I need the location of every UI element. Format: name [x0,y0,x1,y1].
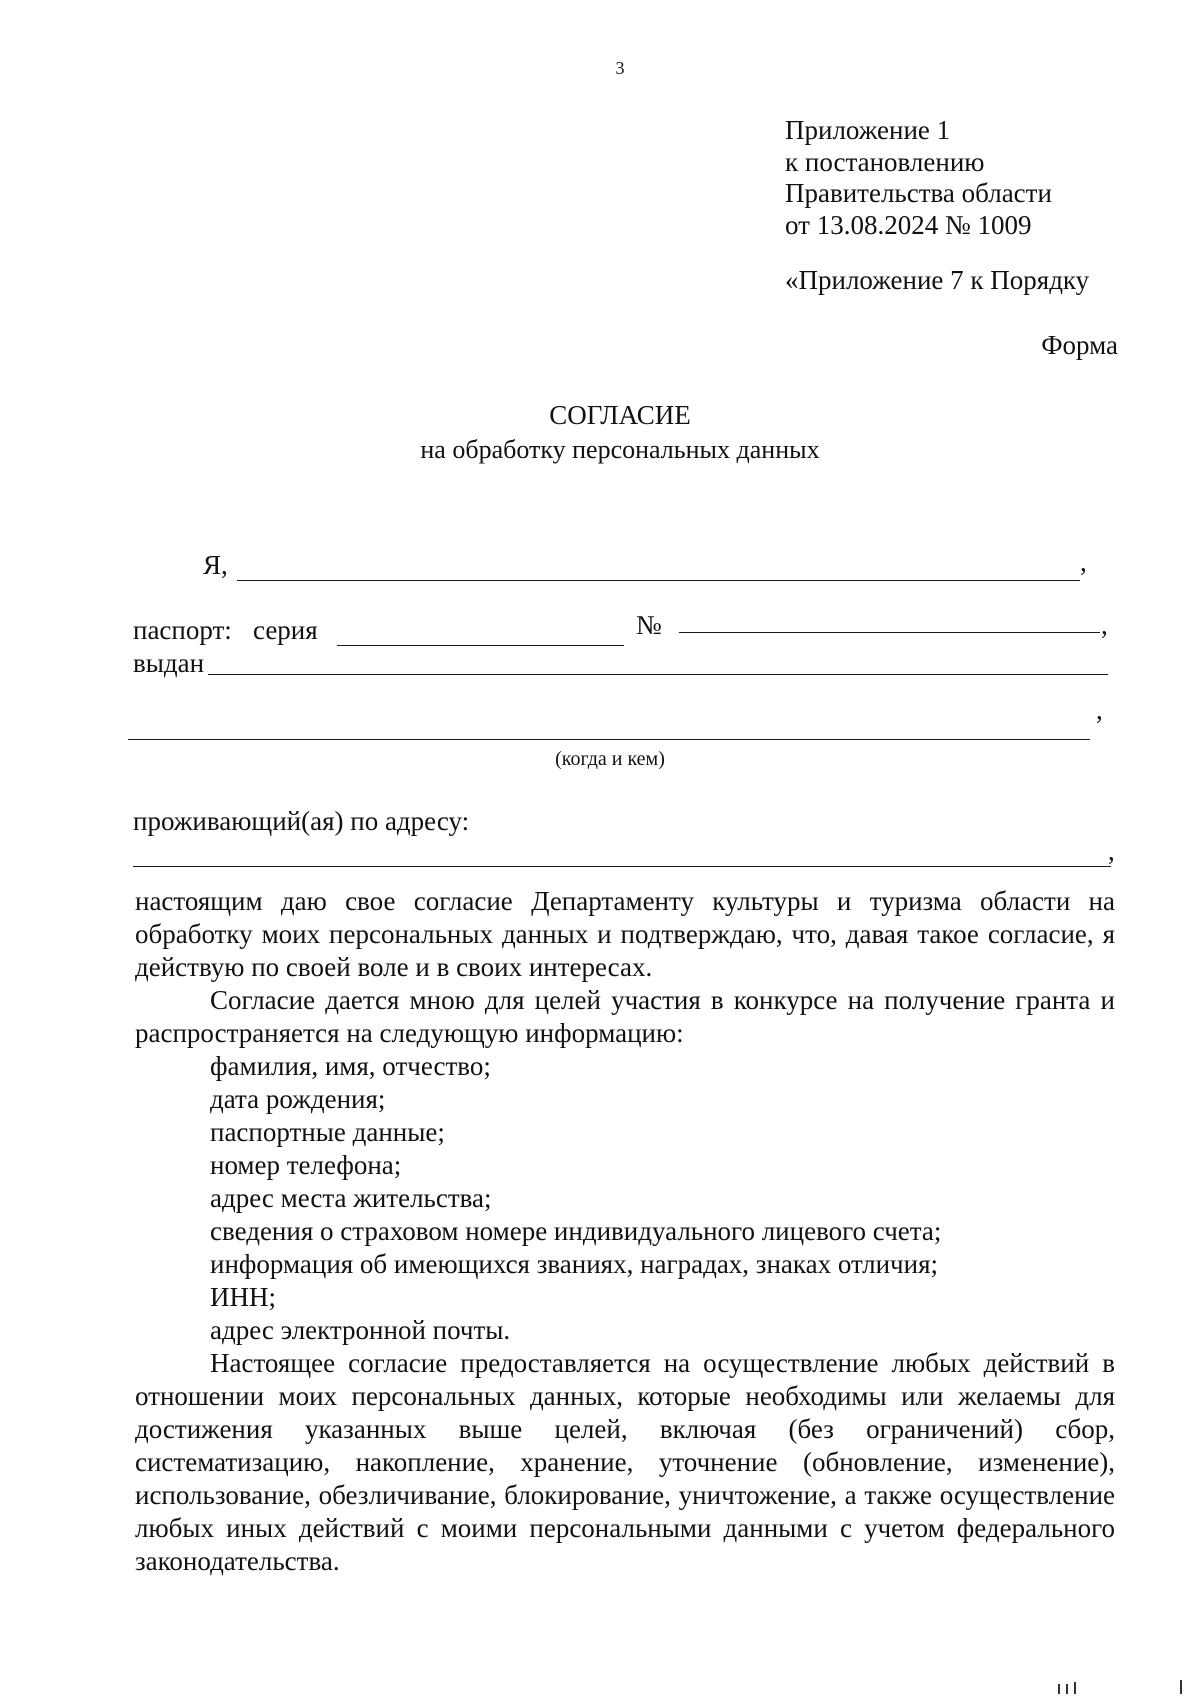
consent-paragraph: настоящим даю свое согласие Департаменту культуры и туризма области на обработку моих персональных данных и подтверждаю, что, давая такое согласие, я действую по своей воле и в своих интересах. [135,886,1115,982]
scan-mark [1066,1684,1068,1694]
address-line[interactable] [133,866,1111,867]
series-label: серия [253,615,318,645]
form-label: Форма [1041,330,1118,360]
list-item: адрес электронной почты. [210,1315,511,1345]
scope-paragraph: Настоящее согласие предоставляется на осуществление любых действий в отношении моих персональных данных, которые необходимы или желаемы для достижения указанных выше целей, включая (без ограничений) сбор, систематизацию, накопление, хранение, уточнение (обновление, изменение), использование, обезличивание, блокирование, уничтожение, а также осуществление любых иных действий с моими персональными данными с учетом федерального законодательства. [135,1348,1115,1576]
appendix-line: к постановлению [785,146,985,177]
document-subtitle: на обработку персональных данных [420,435,820,464]
list-item: дата рождения; [210,1084,386,1114]
issued-line-continued[interactable] [128,739,1090,740]
comma: , [1096,695,1103,725]
consent-body [135,885,1115,1578]
scan-mark [1058,1684,1060,1694]
document-title: СОГЛАСИЕ [549,400,691,430]
list-item: информация об имеющихся званиях, наградах, знаках отличия; [210,1249,938,1279]
data-items-list [135,1050,1115,1347]
list-item: паспортные данные; [210,1117,445,1147]
i-label: Я, [203,550,228,580]
comma: , [1108,836,1115,866]
page-number: 3 [615,58,625,78]
purpose-paragraph: Согласие дается мною для целей участия в конкурсе на получение гранта и распространяется на следующую информацию: [135,985,1115,1048]
list-item: фамилия, имя, отчество; [210,1051,491,1081]
appendix-line: от 13.08.2024 № 1009 [785,209,1032,240]
passport-label: паспорт: [133,615,232,645]
residing-label: проживающий(ая) по адресу: [133,806,470,836]
passport-series-line[interactable] [337,645,624,646]
field-caption: (когда и кем) [555,748,665,770]
list-item: номер телефона; [210,1150,402,1180]
issued-label: выдан [133,648,205,678]
list-item: адрес места жительства; [210,1183,492,1213]
number-label: № [636,610,662,640]
appendix-line: Приложение 1 [785,115,951,145]
list-item: сведения о страховом номере индивидуального лицевого счета; [210,1216,942,1246]
issued-line[interactable] [208,674,1108,675]
passport-number-line[interactable] [679,632,1100,633]
appendix-block [785,115,1052,241]
comma: , [1080,547,1087,577]
appendix-line: Правительства области [785,178,1052,208]
full-name-line[interactable] [237,580,1080,581]
scan-mark [1180,1680,1182,1694]
appendix-reference: «Приложение 7 к Порядку [785,265,1090,295]
list-item: ИНН; [210,1282,276,1312]
comma: , [1101,610,1108,640]
scan-mark [1074,1682,1076,1694]
